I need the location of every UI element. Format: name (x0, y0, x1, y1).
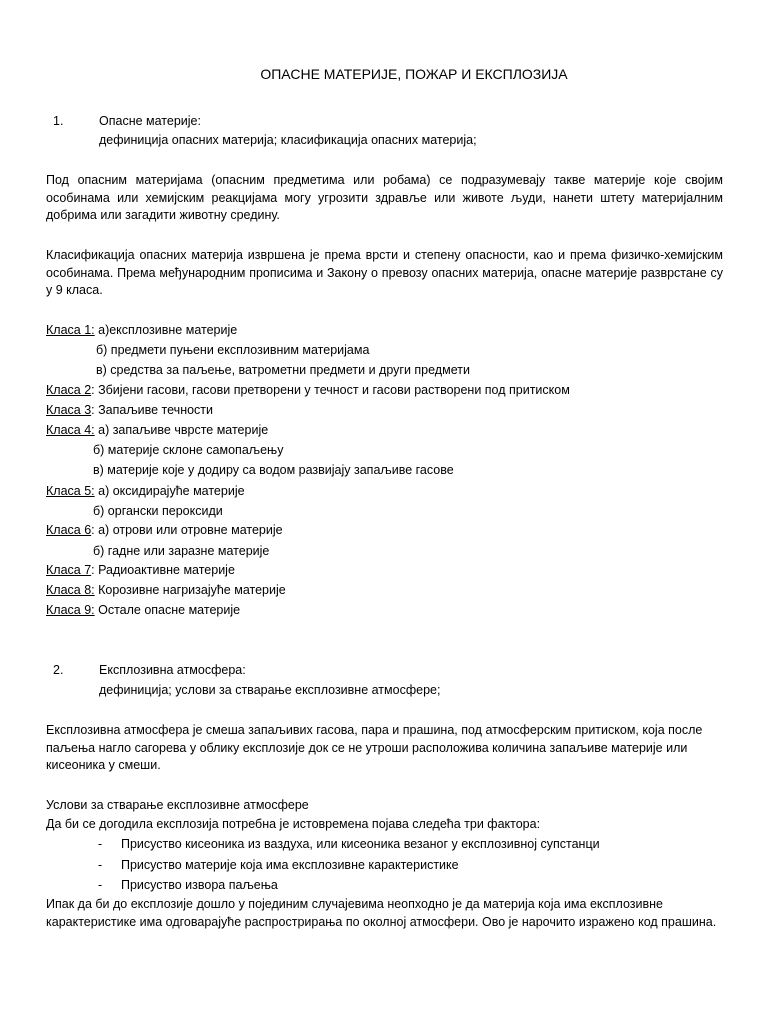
class-5-label: Класа 5: (46, 484, 95, 498)
section1-subheading: дефиниција опасних материја; класификација опасних материја; (99, 133, 477, 147)
factor-1: Присуство кисеоника из ваздуха, или кисеоника везаног у експлозивној супстанци (121, 837, 600, 851)
factor-1-bullet: - (98, 837, 103, 851)
class-1b-line: б) предмети пуњени експлозивним материјама (96, 343, 370, 357)
class-7-line (46, 562, 235, 579)
class-9-line (46, 602, 240, 619)
section1-number: 1. (53, 114, 64, 128)
section2-number: 2. (53, 663, 64, 677)
class-5b-line: б) органски пероксиди (93, 504, 223, 518)
factor-3: Присуство извора паљења (121, 878, 278, 892)
class-2-line (46, 382, 570, 399)
section1-heading: Опасне материје: (99, 114, 201, 128)
factor-3-bullet: - (98, 878, 103, 892)
class-1-label: Класа 1: (46, 323, 95, 337)
section2-definition: Експлозивна атмосфера је смеша запаљивих гасова, пара и прашина, под атмосферским притиском, која после паљења нагло сагорева у облику експлозије док се не утроши расположива количина запаљиве материје или кисеоника у смеши. (46, 723, 703, 772)
class-6b-line: б) гадне или заразне материје (93, 544, 270, 558)
class-8-label: Класа 8: (46, 583, 95, 597)
class-7-text: : Радиоактивне материје (91, 563, 235, 577)
factor-2-bullet: - (98, 858, 103, 872)
class-8-line (46, 582, 286, 599)
class-8-text: Корозивне нагризајуће материје (94, 583, 286, 597)
section2-closing: Ипак да би до експлозије дошло у појединим случајевима неопходно је да материја која има експлозивне карактеристике има одговарајуће распрострирања по околној атмосфери. Ово је нарочито изражено код прашина. (46, 897, 717, 929)
section2-heading: Експлозивна атмосфера: (99, 663, 246, 677)
class-1-text: а)експлозивне материје (94, 323, 238, 337)
class-3-text: : Запаљиве течности (91, 403, 214, 417)
section1-definition: Под опасним материјама (опасним предметима или робама) се подразумевају такве материје које својим особинама или хемијским реакцијама могу угрозити здравље или животе људи, нанети штету материјалним добрима или загадити животну средину. (46, 173, 723, 222)
class-2-text: : Збијени гасови, гасови претворени у течност и гасови растворени под притиском (91, 383, 570, 397)
class-9-label: Класа 9: (46, 603, 95, 617)
class-3-label: Класа 3 (46, 403, 92, 417)
class-4-label: Класа 4: (46, 423, 95, 437)
factor-2: Присуство материје која има експлозивне карактеристике (121, 858, 459, 872)
class-5-text: а) оксидирајуће материје (94, 484, 245, 498)
conditions-intro: Да би се догодила експлозија потребна је истовремена појава следећа три фактора: (46, 817, 541, 831)
class-7-label: Класа 7 (46, 563, 92, 577)
class-6-line (46, 522, 283, 539)
section2-subheading: дефиниција; услови за стварање експлозивне атмосфере; (99, 683, 441, 697)
conditions-title: Услови за стварање експлозивне атмосфере (46, 798, 309, 812)
class-2-label: Класа 2 (46, 383, 92, 397)
class-5-line (46, 483, 245, 500)
class-1-line (46, 322, 237, 339)
class-4-line (46, 422, 268, 439)
section1-classification: Класификација опасних материја извршена је према врсти и степену опасности, као и према физичко-хемијским особинама. Према међународним прописима и Закону о превозу опасних материја, опасне материје разврстане су у 9 класа. (46, 248, 723, 297)
class-4c-line: в) материје које у додиру са водом развијају запаљиве гасове (93, 463, 454, 477)
class-4b-line: б) материје склоне самопаљењу (93, 443, 284, 457)
class-6-text: : а) отрови или отровне материје (91, 523, 283, 537)
class-4-text: а) запаљиве чврсте материје (94, 423, 269, 437)
class-6-label: Класа 6 (46, 523, 92, 537)
class-9-text: Остале опасне материје (94, 603, 241, 617)
class-1c-line: в) средства за паљење, ватрометни предмети и други предмети (96, 363, 470, 377)
document-title: ОПАСНЕ МАТЕРИЈЕ, ПОЖАР И ЕКСПЛОЗИЈА (260, 66, 568, 82)
class-3-line (46, 402, 213, 419)
